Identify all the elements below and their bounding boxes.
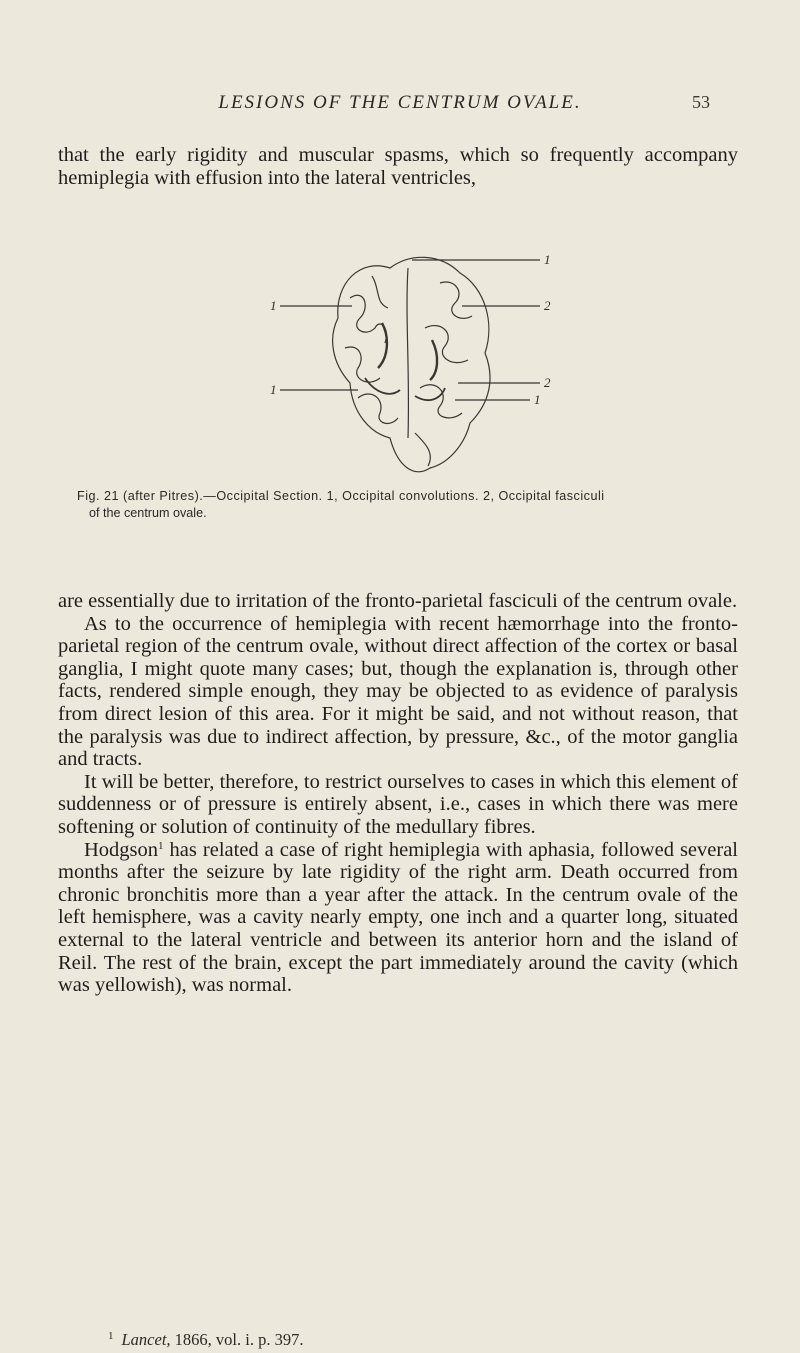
label-1-lower-right: 1 [534,392,541,407]
paragraph-4 [58,839,738,997]
body-text [58,590,738,997]
intro-text [58,144,738,189]
page-number: 53 [692,92,710,112]
paragraph-3: It will be better, therefore, to restrict ourselves to cases in which this element of suddenness or of pressure is entirely absent, i.e., cases in which there was mere softening or solution of continuity of the medullary fibres. [58,770,738,838]
label-2-upper-right: 2 [544,298,551,313]
intro-paragraph: that the early rigidity and muscular spasms, which so frequently accompany hemiplegia with effusion into the lateral ventricles, [58,144,738,189]
label-1-lower-left: 1 [270,382,277,397]
label-1-upper-left: 1 [270,298,277,313]
running-head [0,92,800,116]
convolution-fold [358,394,398,423]
convolution-fold [425,326,468,363]
convolution-fold [345,347,380,382]
convolution-fold [440,282,472,318]
running-title: LESIONS OF THE CENTRUM OVALE. [218,92,582,113]
caption-line-2: of the centrum ovale. [89,506,207,520]
footnote-detail: 1866, vol. i. p. 397. [174,1330,304,1349]
caption-line-1: Fig. 21 (after Pitres).—Occipital Section. 1, Occipital convolutions. 2, Occipital fasciculi [77,489,605,503]
author-name: Hodgson [84,838,159,861]
figure-caption [77,488,757,522]
footnote-mark: 1 [108,1330,114,1342]
footnote [108,1330,303,1350]
footnote-reference: 1 [158,839,164,852]
fasciculus-region [378,323,387,368]
paragraph-4-text: has related a case of right hemiplegia with aphasia, followed several months after the seizure by late rigidity of the right arm. Death occurred from chronic bronchitis more than a year after the attack. In the centrum ovale of the left hemisphere, was a cavity nearly empty, one inch and a quarter long, situated external to the lateral ventricle and between its anterior horn and the island of Reil. The rest of the brain, except the part immediately around the cavity (which was yellowish), was normal. [58,838,738,997]
convolution-fold [372,276,388,308]
brain-section-figure [240,228,580,478]
hemisphere-outline [333,257,490,471]
label-1-top: 1 [544,252,551,267]
paragraph-1: are essentially due to irritation of the fronto-parietal fasciculi of the centrum ovale. [58,590,738,612]
midline [407,268,408,438]
label-2-lower-right: 2 [544,375,551,390]
fasciculus-region [430,340,437,380]
convolution-fold [415,433,430,466]
footnote-source: Lancet, [121,1330,171,1349]
fasciculus-region [365,378,400,394]
paragraph-2: As to the occurrence of hemiplegia with recent hæmorrhage into the fronto-parietal region of the centrum ovale, without direct affection of the cortex or basal ganglia, I might quote many cases; but, though the explanation is, through other facts, rendered simple enough, they may be objected to as evidence of paralysis from direct lesion of this area. For it might be said, and not without reason, that the paralysis was due to indirect affection, by pressure, &c., of the motor ganglia and tracts. [58,612,738,771]
occipital-section-illustration [240,228,580,478]
convolution-fold [420,385,462,418]
